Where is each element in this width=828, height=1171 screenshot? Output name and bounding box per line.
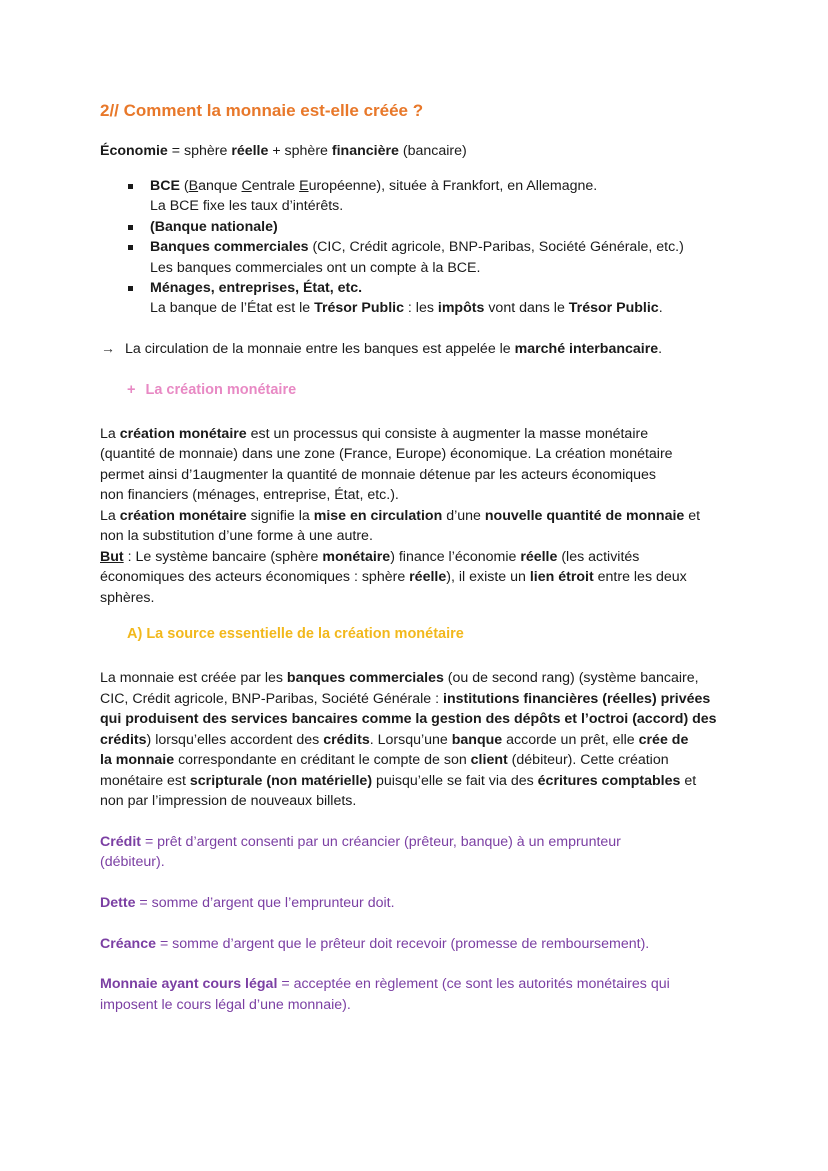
text-bold: création monétaire bbox=[119, 508, 247, 524]
section-title: 2// Comment la monnaie est-elle créée ? bbox=[100, 101, 424, 120]
text-bold: (Banque nationale) bbox=[150, 219, 278, 235]
source-para-line: non par l’impression de nouveaux billets. bbox=[100, 793, 357, 809]
text: entrale bbox=[251, 178, 300, 194]
text: La bbox=[100, 508, 120, 524]
bullet-bce bbox=[150, 176, 597, 197]
text: (ou de second rang) (système bancaire, bbox=[443, 670, 699, 686]
definition-monnaie bbox=[100, 974, 670, 995]
text: ), il existe un bbox=[446, 569, 530, 585]
definition-credit-line2: (débiteur). bbox=[100, 854, 165, 870]
text: vont dans le bbox=[484, 300, 569, 316]
text-bold: Trésor Public bbox=[568, 300, 659, 316]
text-bold: financière bbox=[331, 143, 399, 159]
source-para-line bbox=[100, 730, 688, 751]
interbancaire-line bbox=[125, 339, 662, 360]
text: puisqu’elle se fait via des bbox=[372, 773, 538, 789]
creation-para-line: non financiers (ménages, entreprise, État, etc.). bbox=[100, 487, 399, 503]
definition-dette bbox=[100, 893, 395, 914]
text: ) lorsqu’elles accordent des bbox=[146, 732, 324, 748]
creation-para-line bbox=[100, 506, 700, 527]
text-bold: qui produisent des services bancaires comme la gestion des dépôts et l’octroi (accord) des bbox=[100, 711, 717, 727]
bullet-menages bbox=[150, 278, 362, 299]
definition-monnaie-line2: imposent le cours légal d’une monnaie). bbox=[100, 997, 351, 1013]
text-bold: réelle bbox=[520, 549, 558, 565]
text: (les activités bbox=[557, 549, 640, 565]
definition-text: = somme d’argent que l’emprunteur doit. bbox=[135, 895, 395, 911]
text-bold: Ménages, entreprises, État, etc. bbox=[150, 280, 363, 296]
text: et bbox=[680, 773, 697, 789]
text-bold: la monnaie bbox=[100, 752, 175, 768]
creation-para-line: sphères. bbox=[100, 590, 155, 606]
bullet-marker bbox=[128, 225, 133, 230]
text-underline: B bbox=[188, 178, 199, 194]
text: est un processus qui consiste à augmenter la masse monétaire bbox=[246, 426, 649, 442]
text: La circulation de la monnaie entre les banques est appelée le bbox=[125, 341, 515, 357]
text-bold: BCE bbox=[150, 178, 180, 194]
creation-para-line bbox=[100, 424, 648, 445]
text-bold: banque bbox=[451, 732, 503, 748]
plus-icon: + bbox=[127, 382, 136, 398]
text: monétaire est bbox=[100, 773, 190, 789]
bullet-marker bbox=[128, 245, 133, 250]
creation-para-line: (quantité de monnaie) dans une zone (France, Europe) économique. La création monétaire bbox=[100, 446, 673, 462]
text: (CIC, Crédit agricole, BNP-Paribas, Société Générale, etc.) bbox=[308, 239, 684, 255]
bullet-commerciales bbox=[150, 237, 684, 258]
text: La banque de l’État est le bbox=[150, 300, 315, 316]
text: (débiteur). Cette création bbox=[507, 752, 669, 768]
bullet-bce-line2: La BCE fixe les taux d’intérêts. bbox=[150, 198, 344, 214]
source-para-line bbox=[100, 771, 696, 792]
text-bold: Trésor Public bbox=[314, 300, 404, 316]
definition-text: = somme d’argent que le prêteur doit recevoir (promesse de remboursement). bbox=[156, 936, 650, 952]
creation-para-line bbox=[100, 567, 687, 588]
heading-label: La création monétaire bbox=[145, 382, 297, 398]
bullet-marker bbox=[128, 286, 133, 291]
bullet-marker bbox=[128, 184, 133, 189]
text: économiques des acteurs économiques : sphère bbox=[100, 569, 410, 585]
text: accorde un prêt, elle bbox=[502, 732, 639, 748]
source-para-line bbox=[100, 689, 710, 710]
text-bold: crédits bbox=[100, 732, 147, 748]
text-bold: crédits bbox=[323, 732, 370, 748]
economie-term: Économie bbox=[100, 143, 168, 159]
bullet-commerciales-line2: Les banques commerciales ont un compte à la BCE. bbox=[150, 260, 481, 276]
source-para-line bbox=[100, 668, 699, 689]
text: . Lorsqu’une bbox=[369, 732, 452, 748]
text-underline: C bbox=[241, 178, 252, 194]
creation-para-line: permet ainsi d’1augmenter la quantité de monnaie détenue par les acteurs économiques bbox=[100, 467, 657, 483]
text: anque bbox=[198, 178, 242, 194]
text-bold: création monétaire bbox=[119, 426, 247, 442]
text: uropéenne), située à Frankfort, en Allemagne. bbox=[308, 178, 598, 194]
text-bold: client bbox=[470, 752, 508, 768]
text: entre les deux bbox=[593, 569, 687, 585]
text-bold: crée de bbox=[638, 732, 689, 748]
creation-para-line: non la substitution d’une forme à une autre. bbox=[100, 528, 373, 544]
text: signifie la bbox=[246, 508, 314, 524]
text: : les bbox=[403, 300, 438, 316]
definition-creance bbox=[100, 934, 649, 955]
economie-line bbox=[100, 141, 467, 162]
definition-text: = acceptée en règlement (ce sont les autorités monétaires qui bbox=[277, 976, 670, 992]
text: . bbox=[658, 341, 663, 357]
text: d’une bbox=[442, 508, 485, 524]
definition-term: Monnaie ayant cours légal bbox=[100, 976, 278, 992]
text: La bbox=[100, 426, 120, 442]
text-bold: Banques commerciales bbox=[150, 239, 309, 255]
text-bold: nouvelle quantité de monnaie bbox=[484, 508, 685, 524]
text: La monnaie est créée par les bbox=[100, 670, 287, 686]
text-bold: banques commerciales bbox=[286, 670, 444, 686]
text: ) finance l’économie bbox=[390, 549, 521, 565]
text: + sphère bbox=[268, 143, 332, 159]
heading-source-creation: A) La source essentielle de la création monétaire bbox=[127, 626, 464, 642]
text-bold: mise en circulation bbox=[313, 508, 443, 524]
text-bold: impôts bbox=[437, 300, 485, 316]
definition-text: = prêt d’argent consenti par un créancier (prêteur, banque) à un emprunteur bbox=[141, 834, 621, 850]
text: ( bbox=[179, 178, 189, 194]
text: et bbox=[684, 508, 701, 524]
bullet-banque-nationale bbox=[150, 217, 278, 238]
text-bold: lien étroit bbox=[529, 569, 594, 585]
text-bold-underline: But bbox=[100, 549, 124, 565]
text-bold: écritures comptables bbox=[537, 773, 681, 789]
text: : Le système bancaire (sphère bbox=[123, 549, 323, 565]
text: = sphère bbox=[167, 143, 232, 159]
text-bold: scripturale bbox=[189, 773, 263, 789]
source-para-line bbox=[100, 750, 669, 771]
source-para-line bbox=[100, 709, 717, 730]
text-bold: institutions financières (réelles) privées bbox=[443, 691, 711, 707]
text-bold: (non matérielle) bbox=[266, 773, 373, 789]
arrow-icon: → bbox=[101, 340, 115, 356]
definition-term: Créance bbox=[100, 936, 156, 952]
heading-creation-monetaire bbox=[127, 382, 296, 398]
definition-credit bbox=[100, 832, 621, 853]
text-bold: réelle bbox=[409, 569, 447, 585]
definition-term: Crédit bbox=[100, 834, 141, 850]
text: (bancaire) bbox=[398, 143, 467, 159]
text-underline: E bbox=[299, 178, 309, 194]
bullet-menages-line2 bbox=[150, 298, 663, 319]
creation-para-line bbox=[100, 547, 639, 568]
text-bold: marché interbancaire bbox=[514, 341, 659, 357]
text: CIC, Crédit agricole, BNP-Paribas, Société Générale : bbox=[100, 691, 444, 707]
definition-term: Dette bbox=[100, 895, 136, 911]
text: correspondante en créditant le compte de son bbox=[174, 752, 471, 768]
text-bold: monétaire bbox=[322, 549, 391, 565]
text: . bbox=[658, 300, 663, 316]
text-bold: réelle bbox=[231, 143, 269, 159]
